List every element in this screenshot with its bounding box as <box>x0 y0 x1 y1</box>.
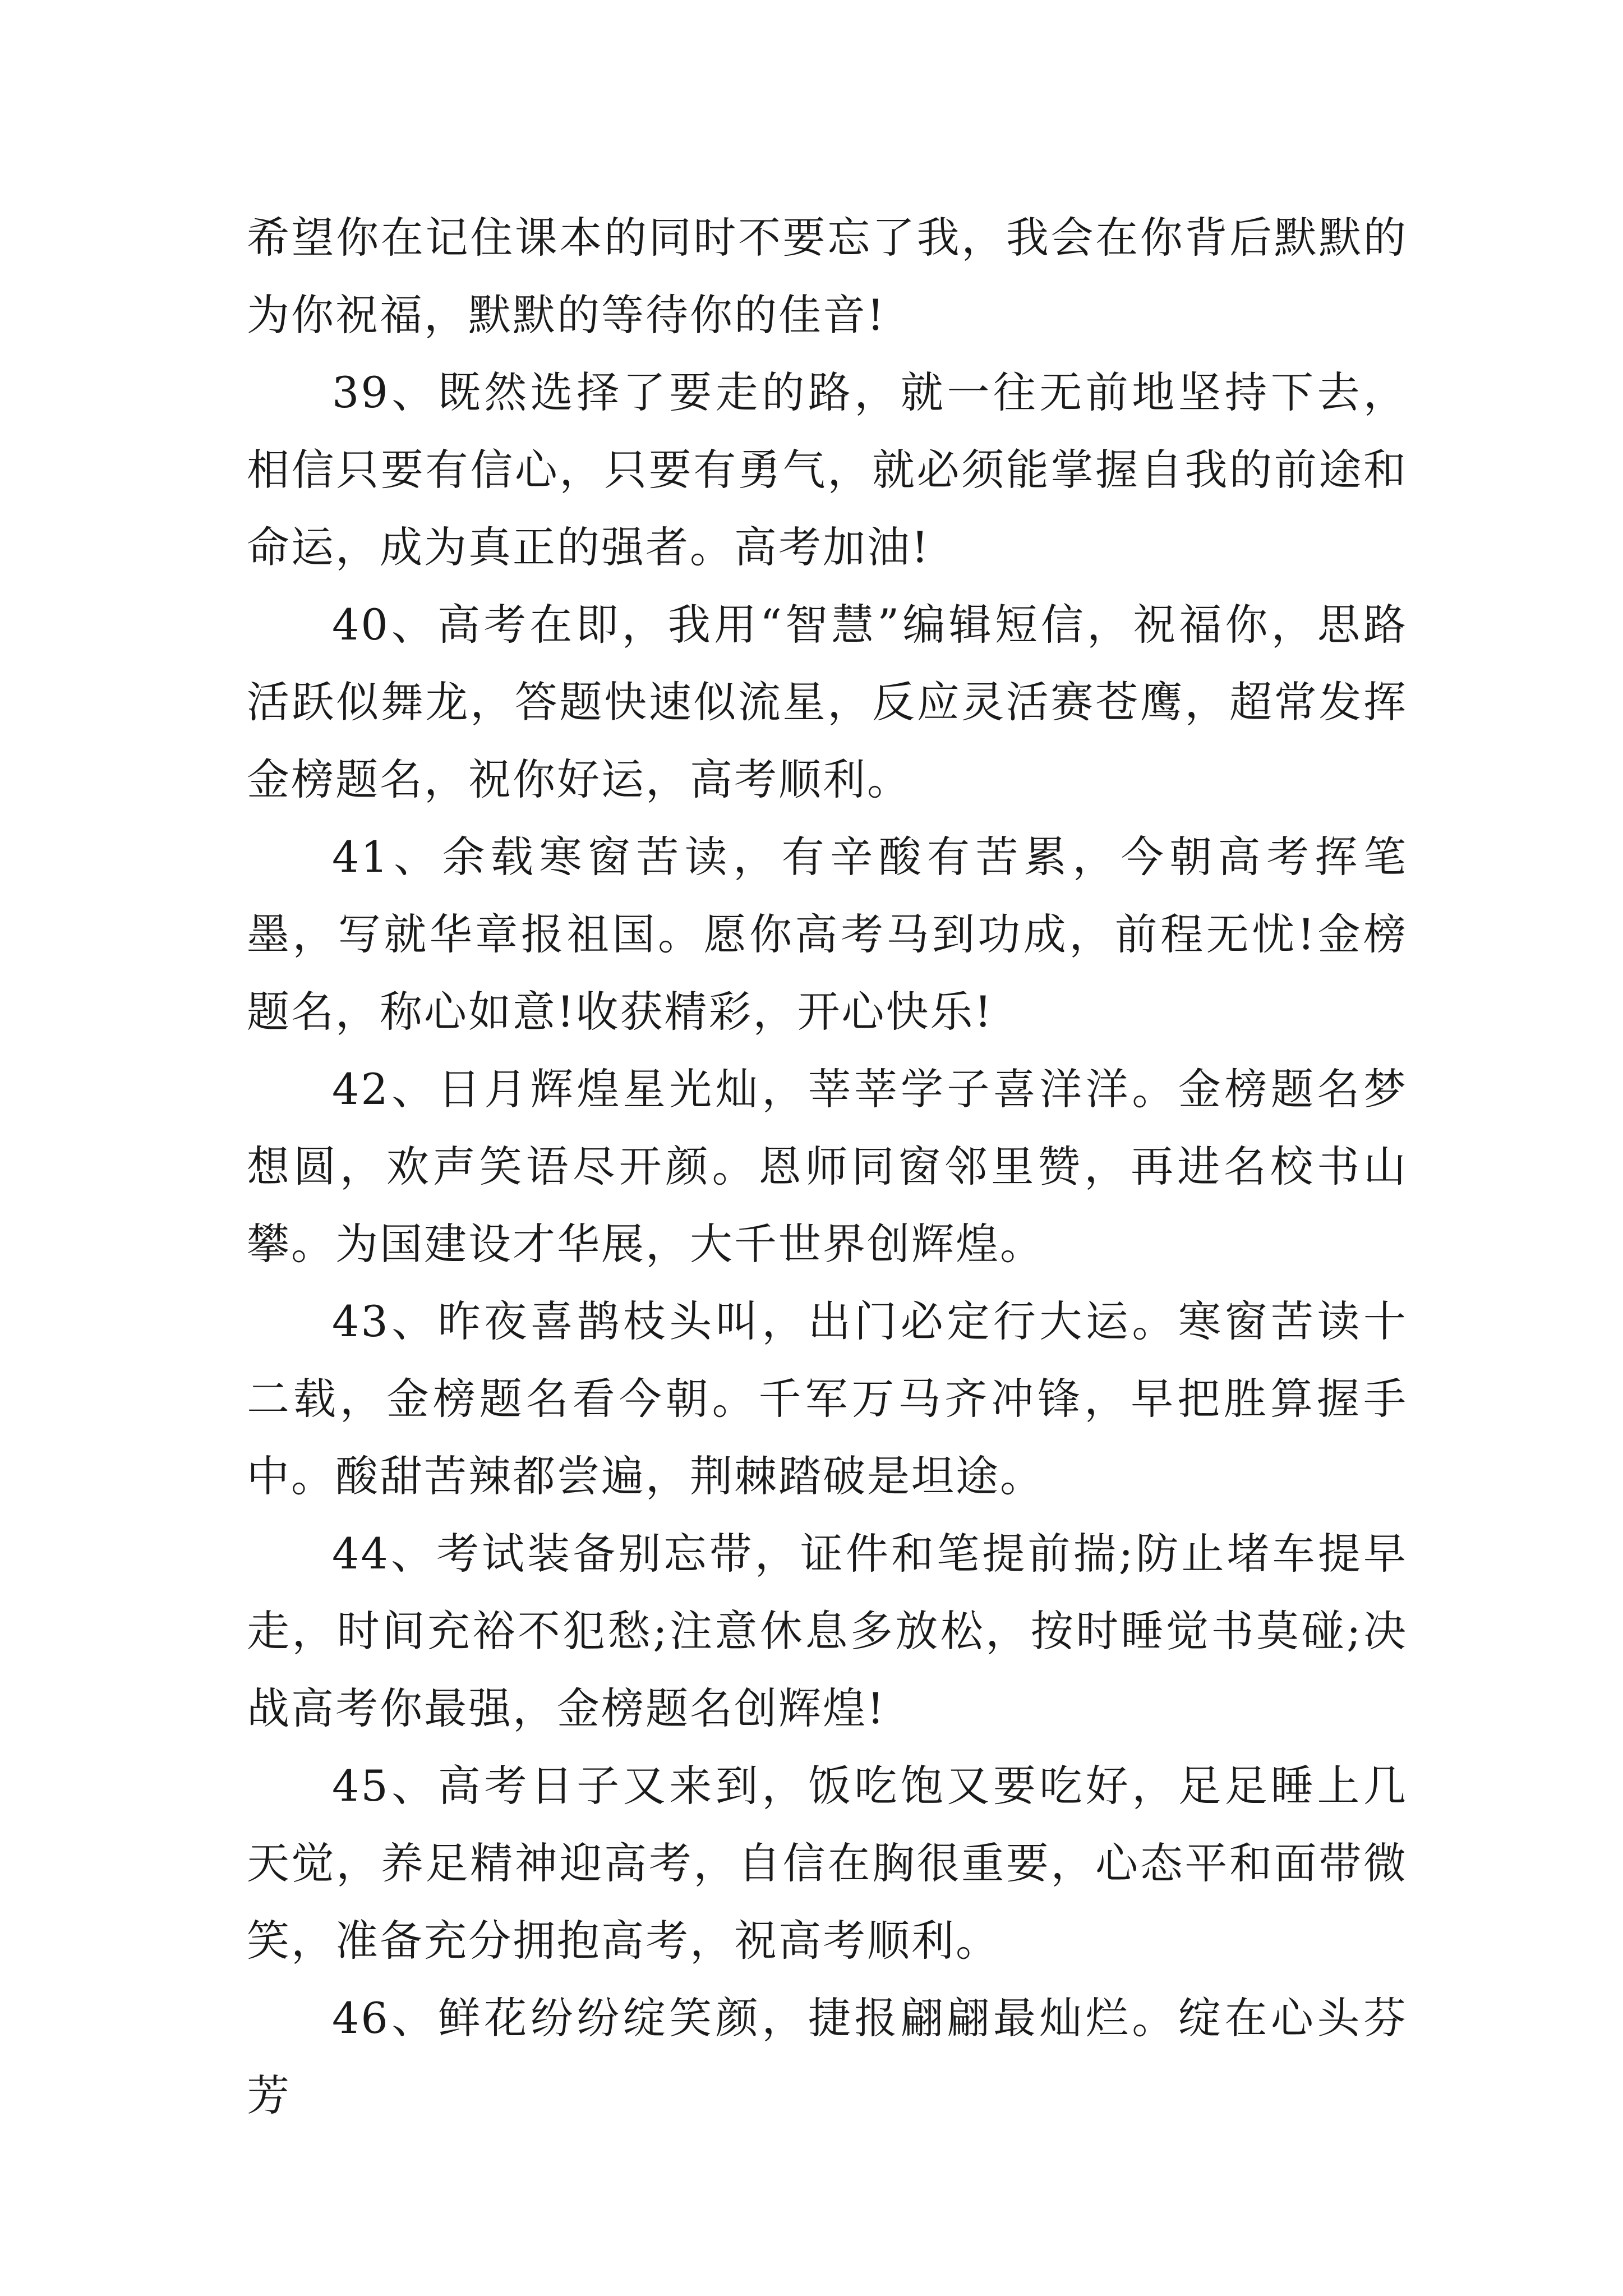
paragraph-40: 40、高考在即，我用“智慧”编辑短信，祝福你，思路活跃似舞龙，答题快速似流星，反应灵活赛苍鹰，超常发挥金榜题名，祝你好运，高考顺利。 <box>247 600 1408 804</box>
paragraph-46: 46、鲜花纷纷绽笑颜，捷报翩翩最灿烂。绽在心头芬芳 <box>247 1993 1408 2120</box>
paragraph-39: 39、既然选择了要走的路，就一往无前地坚持下去，相信只要有信心，只要有勇气，就必须能掌握自我的前途和命运，成为真正的强者。高考加油! <box>247 367 1408 572</box>
paragraph-44: 44、考试装备别忘带，证件和笔提前揣;防止堵车提早走，时间充裕不犯愁;注意休息多放松，按时睡觉书莫碰;决战高考你最强，金榜题名创辉煌! <box>247 1529 1408 1733</box>
paragraph-43: 43、昨夜喜鹊枝头叫，出门必定行大运。寒窗苦读十二载，金榜题名看今朝。千军万马齐冲锋，早把胜算握手中。酸甜苦辣都尝遍，荆棘踏破是坦途。 <box>247 1296 1408 1501</box>
paragraph-42: 42、日月辉煌星光灿，莘莘学子喜洋洋。金榜题名梦想圆，欢声笑语尽开颜。恩师同窗邻里赞，再进名校书山攀。为国建设才华展，大千世界创辉煌。 <box>247 1064 1408 1269</box>
document-body <box>247 199 1408 2134</box>
paragraph-continuation: 希望你在记住课本的同时不要忘了我，我会在你背后默默的为你祝福，默默的等待你的佳音! <box>247 213 1408 340</box>
paragraph-45: 45、高考日子又来到，饭吃饱又要吃好，足足睡上几天觉，养足精神迎高考，自信在胸很重要，心态平和面带微笑，准备充分拥抱高考，祝高考顺利。 <box>247 1761 1408 1966</box>
paragraph-41: 41、余载寒窗苦读，有辛酸有苦累，今朝高考挥笔墨，写就华章报祖国。愿你高考马到功成，前程无忧!金榜题名，称心如意!收获精彩，开心快乐! <box>247 832 1408 1037</box>
